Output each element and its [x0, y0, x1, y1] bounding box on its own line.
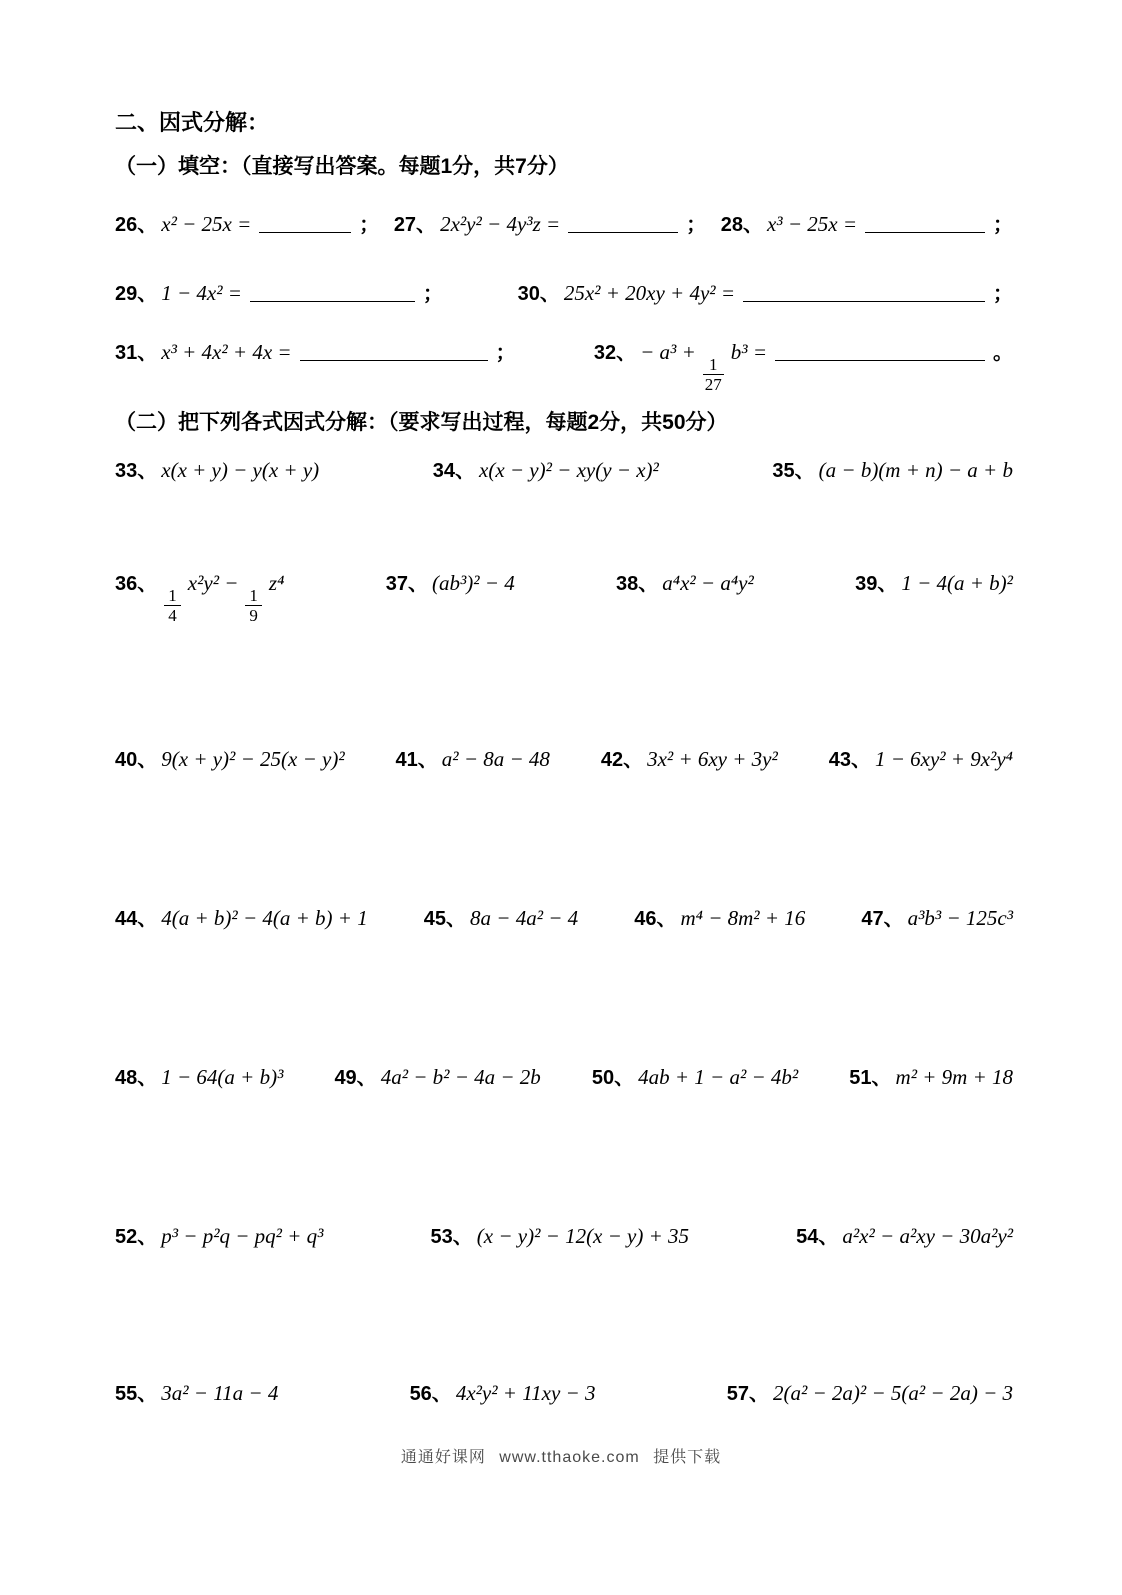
problem-number: 53、 — [430, 1226, 473, 1249]
problem-number: 29、 — [115, 283, 158, 305]
math-expression: m² + 9m + 18 — [895, 1065, 1013, 1090]
fraction-numerator: 1 — [703, 355, 724, 375]
problem-item — [115, 1377, 278, 1406]
math-expression: 1 − 4(a + b)² — [901, 571, 1013, 596]
problem-item — [727, 1377, 1013, 1406]
footer-site-name: 通通好课网 — [400, 1449, 486, 1466]
punctuation: ； — [359, 214, 380, 236]
fill-item — [115, 208, 379, 237]
problem-item — [115, 743, 345, 772]
problem-item — [796, 1220, 1013, 1249]
problem-number: 28、 — [720, 214, 763, 236]
problem-number: 56、 — [409, 1383, 452, 1406]
fill-row — [115, 277, 1013, 306]
problem-row — [115, 743, 1013, 772]
problem-number: 31、 — [115, 342, 158, 364]
punctuation: 。 — [993, 342, 1013, 364]
problem-item — [431, 1220, 690, 1249]
problem-row — [115, 454, 1013, 483]
fraction-denominator: 4 — [168, 606, 177, 626]
math-expression: 2x²y² − 4y³z = — [440, 212, 561, 236]
math-expression: − a³ + — [640, 340, 696, 364]
problem-item — [634, 902, 805, 931]
problem-number: 35、 — [772, 460, 815, 483]
fraction — [703, 355, 724, 394]
problem-row — [115, 567, 1013, 625]
problem-number: 57、 — [726, 1383, 769, 1406]
section-title: 二、因式分解： — [115, 110, 270, 135]
fill-item — [115, 336, 516, 365]
problem-item — [861, 902, 1013, 931]
footer-url: www.tthaoke.com — [499, 1449, 640, 1466]
fill-item — [115, 277, 443, 306]
problem-number: 30、 — [517, 283, 560, 305]
problem-item — [115, 1220, 323, 1249]
punctuation: ； — [993, 214, 1013, 236]
problem-number: 36、 — [115, 573, 158, 596]
math-expression: 4ab + 1 − a² − 4b² — [638, 1065, 799, 1090]
problem-item — [410, 1377, 596, 1406]
problem-row — [115, 1061, 1013, 1090]
answer-blank — [568, 217, 678, 233]
math-expression: p³ − p²q − pq² + q³ — [161, 1224, 324, 1249]
math-expression: 3a² − 11a − 4 — [161, 1381, 279, 1406]
problem-item — [115, 902, 368, 931]
fill-row — [115, 208, 1013, 237]
problem-number: 40、 — [115, 749, 158, 772]
problem-number: 26、 — [115, 214, 158, 236]
math-expression: x²y² − — [187, 571, 239, 596]
math-expression: (x − y)² − 12(x − y) + 35 — [476, 1224, 690, 1249]
punctuation: ； — [422, 283, 443, 305]
math-expression: 1 − 6xy² + 9x²y⁴ — [874, 747, 1013, 772]
math-expression: (ab³)² − 4 — [431, 571, 515, 596]
fraction-denominator: 27 — [704, 375, 722, 395]
problem-item — [396, 743, 550, 772]
problem-number: 38、 — [616, 573, 659, 596]
answer-blank — [743, 286, 985, 302]
fraction-denominator: 9 — [249, 606, 258, 626]
footer-suffix: 提供下载 — [653, 1449, 722, 1466]
problem-item — [334, 1061, 540, 1090]
problem-number: 44、 — [115, 908, 158, 931]
fill-item — [518, 277, 1013, 306]
math-expression: x³ + 4x² + 4x = — [161, 340, 292, 364]
problem-item — [772, 454, 1013, 483]
math-expression: 25x² + 20xy + 4y² = — [563, 281, 735, 305]
problem-item — [115, 567, 284, 625]
punctuation: ； — [495, 342, 516, 364]
problem-number: 27、 — [393, 214, 437, 236]
math-expression: a² − 8a − 48 — [441, 747, 550, 772]
problem-number: 50、 — [591, 1067, 635, 1090]
math-expression: b³ = — [730, 340, 767, 364]
problem-item — [592, 1061, 798, 1090]
fraction-numerator: 1 — [164, 586, 181, 606]
problem-number: 41、 — [395, 749, 438, 772]
answer-blank — [259, 217, 351, 233]
problem-number: 54、 — [796, 1226, 839, 1249]
fraction — [164, 586, 181, 625]
math-expression: 4a² − b² − 4a − 2b — [380, 1065, 541, 1090]
problem-number: 37、 — [385, 573, 428, 596]
answer-blank — [300, 345, 488, 361]
math-expression: 1 − 4x² = — [161, 281, 242, 305]
answer-blank — [775, 345, 985, 361]
math-expression: 8a − 4a² − 4 — [470, 906, 579, 931]
problem-item — [829, 743, 1013, 772]
worksheet-content — [115, 110, 1013, 1406]
math-expression: 4x²y² + 11xy − 3 — [455, 1381, 596, 1406]
problem-number: 47、 — [861, 908, 904, 931]
fill-item — [721, 208, 1013, 237]
math-expression: z⁴ — [268, 571, 285, 596]
math-expression: x² − 25x = — [161, 212, 252, 236]
footer — [0, 1444, 1122, 1467]
problem-number: 39、 — [855, 573, 898, 596]
problem-number: 42、 — [600, 749, 644, 772]
math-expression: 3x² + 6xy + 3y² — [647, 747, 778, 772]
problem-row — [115, 1377, 1013, 1406]
math-expression: x(x − y)² − xy(y − x)² — [479, 458, 659, 483]
problem-number: 33、 — [115, 460, 158, 483]
problem-item — [855, 567, 1013, 596]
problem-item — [601, 743, 778, 772]
math-expression: a³b³ − 125c³ — [907, 906, 1013, 931]
problem-item — [115, 1061, 283, 1090]
problem-row — [115, 902, 1013, 931]
punctuation: ； — [993, 283, 1013, 305]
math-expression: 2(a² − 2a)² − 5(a² − 2a) − 3 — [772, 1381, 1013, 1406]
math-expression: (a − b)(m + n) − a + b — [818, 458, 1013, 483]
fill-row — [115, 336, 1013, 394]
problem-number: 52、 — [115, 1226, 158, 1249]
math-expression: 4(a + b)² − 4(a + b) + 1 — [161, 906, 368, 931]
fill-item — [594, 336, 1013, 394]
fraction-numerator: 1 — [245, 586, 262, 606]
math-expression: 1 − 64(a + b)³ — [161, 1065, 284, 1090]
fill-item — [394, 208, 706, 237]
problem-number: 46、 — [634, 908, 677, 931]
problem-item — [616, 567, 754, 596]
answer-blank — [250, 286, 415, 302]
math-expression: x³ − 25x = — [766, 212, 857, 236]
problem-item — [849, 1061, 1013, 1090]
math-expression: a²x² − a²xy − 30a²y² — [842, 1224, 1013, 1249]
problem-number: 49、 — [334, 1067, 377, 1090]
problem-item — [433, 454, 659, 483]
math-expression: m⁴ − 8m² + 16 — [680, 906, 806, 931]
part2-heading: （二）把下列各式因式分解：（要求写出过程，每题2分，共50分） — [115, 411, 728, 435]
problem-number: 34、 — [432, 460, 475, 483]
math-expression: 9(x + y)² − 25(x − y)² — [161, 747, 345, 772]
problem-item — [386, 567, 515, 596]
punctuation: ； — [686, 214, 707, 236]
problem-number: 43、 — [828, 749, 871, 772]
answer-blank — [865, 217, 985, 233]
problem-number: 45、 — [423, 908, 467, 931]
problem-number: 32、 — [593, 342, 637, 364]
problem-item — [115, 454, 319, 483]
math-expression: x(x + y) − y(x + y) — [161, 458, 320, 483]
problem-number: 55、 — [115, 1383, 158, 1406]
math-expression: a⁴x² − a⁴y² — [662, 571, 754, 596]
problem-number: 51、 — [849, 1067, 892, 1090]
problem-row — [115, 1220, 1013, 1249]
fraction — [245, 586, 262, 625]
problem-number: 48、 — [115, 1067, 158, 1090]
problem-item — [424, 902, 578, 931]
part1-heading: （一）填空：（直接写出答案。每题1分，共7分） — [115, 155, 569, 178]
